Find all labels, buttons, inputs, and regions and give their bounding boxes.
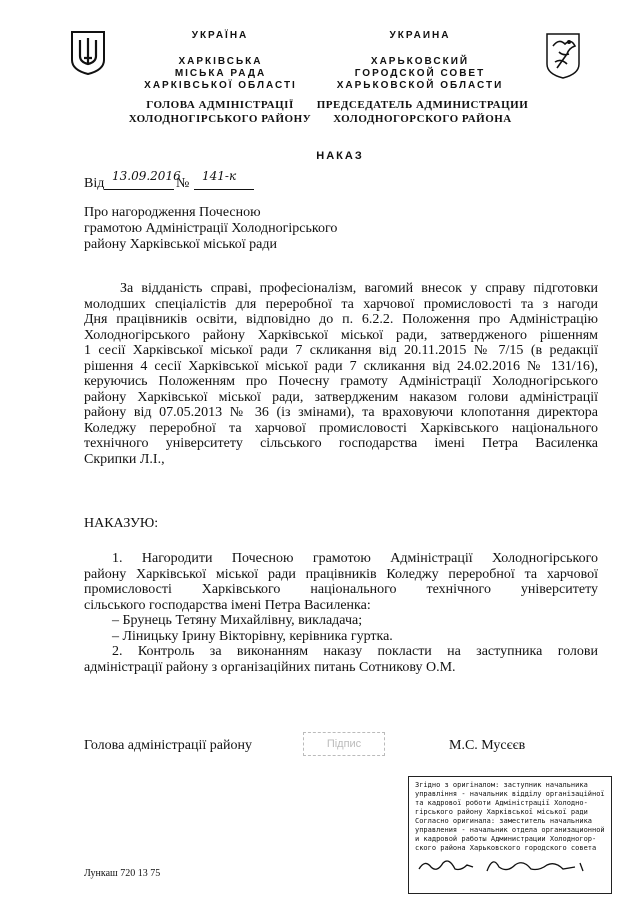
preamble [84,281,598,467]
date-underline [104,189,174,190]
subject-line: грамотою Адміністрації Холодногірського [84,221,338,236]
header-left-country: УКРАЇНА [191,30,249,41]
number-underline [194,189,254,190]
stamp-line: Згідно з оригіналом: заступник начальника [415,781,588,789]
stamp-line: управления - начальник отдела организационной [415,826,605,834]
subject-line: району Харківської міської ради [84,237,277,252]
header-left-office-line: ХОЛОДНОГІРСЬКОГО РАЙОНУ [128,113,312,125]
stamp-line: управління - начальник відділу організаційної [415,790,605,798]
subject-line: Про нагородження Почесною [84,205,261,220]
signature-stamp: Підпис [303,732,385,756]
header-left-council [138,56,303,92]
number-value: 141-к [202,169,237,183]
preamble-line: технічного університету сільського господарства імені Петра Василенка [84,436,598,451]
header-left-council-line: ХАРКІВСЬКОЇ ОБЛАСТІ [144,80,297,91]
header-left-office [120,98,320,126]
order-item-line: 2. Контроль за виконанням наказу покласти на заступника голови [112,644,598,659]
preamble-line: 1 сесії Харківської міської ради 7 скликання від 20.11.2015 № 7/15 (в редакції [84,343,598,358]
certification-stamp [408,776,612,894]
order-item-line: адміністрації району з організаційних питань Сотникову О.М. [84,659,456,675]
header-right-council-line: ХАРЬКОВСКИЙ [370,56,470,67]
header-right-office [315,98,530,126]
signature-title: Голова адміністрації району [84,738,252,753]
executor-info: Лункаш 720 13 75 [84,868,161,879]
header-right-council-line: ХАРЬКОВСКОЙ ОБЛАСТИ [336,80,504,91]
number-prefix: № [176,176,190,191]
header-right-office-line: ПРЕДСЕДАТЕЛЬ АДМИНИСТРАЦИИ [316,99,529,111]
stamp-line: и кадровой работы Администрации Холодногор- [415,835,597,843]
preamble-line: району Харківської міської ради, затвердженим наказом голови адміністрації [84,389,598,405]
preamble-line: Коледжу переробної та харчової промисловості Харківського національного [84,420,598,436]
order-items [84,551,598,675]
date-prefix: Від [84,176,105,191]
stamp-line: та кадрової роботи Адміністрації Холодно- [415,799,588,807]
header-left-council-line: МІСЬКА РАДА [174,68,267,79]
preamble-line: молодших спеціалістів для переробної та харчової промисловості та з нагоди [84,296,598,312]
order-item-line: сільського господарства імені Петра Василенка: [84,597,371,613]
stamp-line: гірського району Харківської міської ради [415,808,588,816]
order-item-line: 1. Нагородити Почесною грамотою Адміністрації Холодногірського [112,551,598,566]
doc-type: НАКАЗ [316,150,364,162]
order-item-line: – Ліницьку Ірину Вікторівну, керівника гуртка. [112,628,393,644]
header-right-council-line: ГОРОДСКОЙ СОВЕТ [354,68,486,79]
ukraine-coat-of-arms-icon [70,30,106,76]
order-item-line: промисловості Харківського національного технічного університету [84,582,598,597]
preamble-line: Холодногірського району Харківської міської ради, затвердженого рішенням [84,327,598,343]
preamble-line: рішення 4 сесії Харківської міської ради 7 скликання від 24.02.2016 № 131/16), [84,358,598,374]
preamble-line: району від 07.05.2013 № 36 (із змінами), та враховуючи клопотання директора [84,405,598,420]
preamble-line: керуючись Положенням про Почесну грамоту Адміністрації Холодногірського [84,374,598,389]
signature-name: М.С. Мусєєв [449,738,526,753]
header-left-council-line: ХАРКІВСЬКА [178,56,263,67]
preamble-line: Скрипки Л.І., [84,451,165,467]
header-right-council [325,56,515,92]
header-right-country: УКРАИНА [389,30,451,41]
subject [84,205,404,253]
order-item-line: району Харківської міської ради працівників Коледжу переробної та харчової [84,566,598,582]
handwritten-signature-icon [415,853,595,875]
stamp-line: Согласно оригинала: заместитель начальника [415,817,593,825]
preamble-line: Дня працівників освіти, відповідно до п. 6.2.2. Положення про Адміністрацію [84,312,598,327]
date-value: 13.09.2016 [112,169,181,183]
stamp-line: ского района Харьковского городского совета [415,844,597,852]
order-word: НАКАЗУЮ: [84,516,159,531]
preamble-line: За відданість справі, професіоналізм, вагомий внесок у справу підготовки [120,281,598,296]
kharkiv-coat-of-arms-icon [545,32,581,80]
header-right-office-line: ХОЛОДНОГОРСКОГО РАЙОНА [333,113,512,125]
header-left-office-line: ГОЛОВА АДМІНІСТРАЦІЇ [146,99,294,111]
order-item-line: – Брунець Тетяну Михайлівну, викладача; [112,613,363,628]
